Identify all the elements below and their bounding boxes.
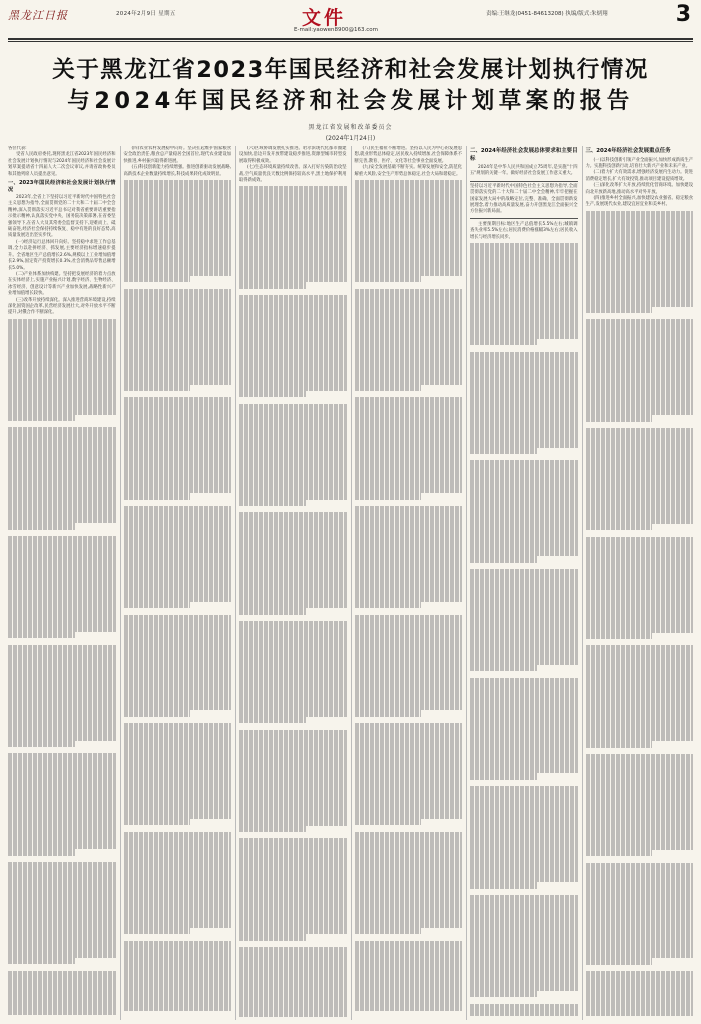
article-body [6,146,695,1020]
text-line [470,556,537,562]
text-line [355,276,422,282]
text-line [124,1004,232,1010]
text-line [124,928,191,934]
continued-text [8,319,116,1016]
text-line [124,276,191,282]
text-line [355,819,422,825]
text-line [239,282,306,288]
headline-line-1: 关于黑龙江省2023年国民经济和社会发展计划执行情况 [52,57,649,83]
text-line [355,928,422,934]
byline: 黑龙江省发展和改革委员会 [308,124,393,131]
text-line [470,448,537,454]
text-line [355,710,422,716]
paragraph: 2023年,全省上下坚持以习近平新时代中国特色社会主义思想为指导,全面贯彻党的二十大和二十届二中全会精神,深入贯彻落实习近平总书记对我省重要讲话重要指示批示精神,认真落实党中央、国务院决策部署,在省委坚强领导下,在省人大及其常委会监督支持下,迎难而上、砥砺奋进,经济社会保持持续恢复、稳中有进的良好态势,高质量发展迈出坚实步伐。 [8,195,116,239]
salutation: 各位代表: [8,146,27,151]
column-3 [235,146,347,1020]
text-line [8,958,75,964]
column-1 [8,146,116,1020]
column-2 [120,146,232,1020]
text-line [239,1011,347,1017]
headline [10,55,691,117]
paragraph: 主要预期目标:地区生产总值增长5.5%左右;城镇调查失业率5.5%左右;居民消费价格涨幅3%左右;居民收入增长与经济增长同步。 [470,221,578,240]
column-5 [466,146,578,1020]
continued-text [470,243,578,1016]
text-line [8,632,75,638]
column-6 [582,146,694,1020]
text-line [586,307,653,313]
continued-text [124,180,232,1011]
paragraph: (一)以科技创新引领产业全面振兴,加快形成新质生产力。实施科技创新行动,培育壮大新兴产业和未来产业。 [585,157,693,169]
text-line [124,819,191,825]
paper-name: 黑龙江日报 [8,9,68,22]
text-line [239,500,306,506]
text-line [8,415,75,421]
paragraph: (六)区域协调发展扎实推进。哈尔滨现代化都市圈建设加快,沿边开发开放带建设稳步推进,资源型城市转型发展取得积极成效。 [239,146,347,164]
report-date: (2024年1月24日) [325,135,376,142]
text-line [239,391,306,397]
text-line [470,339,537,345]
text-line [586,741,653,747]
text-line [239,608,306,614]
issue-date: 2024年2月9日 星期五 [116,11,176,17]
editors-line: 责编:王继龙(0451-84613208) 执编/版式:朱炳翔 [486,11,608,17]
text-line [239,934,306,940]
text-line [239,826,306,832]
text-line [586,415,653,421]
masthead-rule [8,38,693,40]
text-line [124,385,191,391]
text-line [355,493,422,499]
section-heading-1: 一、2023年国民经济和社会发展计划执行情况 [8,180,116,194]
text-line [586,524,653,530]
text-line [586,1010,694,1016]
section-heading-2: 二、2024年经济社会发展总体要求和主要目标 [470,148,578,162]
paragraph: (一)经济运行总体回升向好。坚持稳中求进工作总基调,全力以赴拼经济、抓发展,主要经济指标增速稳步提升。全省地区生产总值增长2.6%,规模以上工业增加值增长2.9%,固定资产投资增长0.3%,社会消费品零售总额增长5.0%。 [8,239,116,271]
masthead [8,2,693,39]
text-line [586,958,653,964]
text-line [124,710,191,716]
text-line [470,991,537,997]
text-line [8,741,75,747]
section-heading-3: 三、2024年经济社会发展重点任务 [585,148,671,154]
text-line [355,602,422,608]
text-line [470,773,537,779]
text-line [8,1009,116,1015]
text-line [8,523,75,529]
paragraph: (九)安全发展基础不断夯实。统筹发展和安全,防范化解重大风险,安全生产形势总体稳定,社会大局和谐稳定。 [354,165,462,177]
headline-line-2: 与2024年国民经济和社会发展计划草案的报告 [67,88,634,114]
text-line [470,882,537,888]
text-line [8,849,75,855]
paragraph: (二)着力扩大有效需求,增强经济发展内生动力。促进消费稳定增长,扩大有效投资,推动项目建设提质增效。 [585,170,693,182]
text-line [355,1004,463,1010]
text-line [470,1010,578,1016]
paragraph: (四)推进乡村全面振兴,加快建设农业强省。稳定粮食生产,发展现代农业,建设宜居宜业和美乡村。 [585,195,693,208]
guiding-principle-box: 坚持以习近平新时代中国特色社会主义思想为指导,全面贯彻落实党的二十大和二十届二中全会精神,牢牢把握在国家发展大局中的战略定位,完整、准确、全面贯彻新发展理念,着力推动高质量发展,奋力开创黑龙江全面振兴全方位振兴新局面。 [470,181,578,219]
text-line [124,493,191,499]
column-4 [351,146,463,1020]
paragraph: (八)民生福祉不断增进。坚持以人民为中心的发展思想,就业形势总体稳定,居民收入持续增加,社会保障体系不断完善,教育、医疗、文化等社会事业全面发展。 [354,146,462,164]
paragraph: (三)改革开放持续深化。深入推进营商环境建设,持续深化国资国企改革,民营经济发展壮大,对外开放水平不断提升,对俄合作不断深化。 [8,297,116,316]
continued-text [586,211,694,1016]
paragraph: (七)生态环境质量持续改善。深入打好污染防治攻坚战,空气质量优良天数比例保持较高水平,黑土地保护利用取得新成效。 [239,165,347,184]
paragraph: (四)农业农村发展稳中向好。坚决扛起维护国家粮食安全政治责任,粮食总产量稳居全国首位,现代农业建设加快推进,乡村振兴取得新进展。 [123,146,231,164]
paragraph: (五)科技创新能力持续增强。推进创新驱动发展战略,高新技术企业数量持续增长,科技成果转化成效明显。 [123,165,231,177]
section-email: E-mail:yaowen8900@163.com [294,27,378,33]
paragraph: 2024年是中华人民共和国成立75周年,是实施"十四五"规划的关键一年。做好经济社会发展工作意义重大。 [470,165,578,177]
text-line [239,717,306,723]
text-line [355,385,422,391]
text-line [586,633,653,639]
page-number: 3 [675,2,691,27]
text-line [470,665,537,671]
continued-text [239,186,347,1017]
text-line [124,602,191,608]
text-line [586,850,653,856]
section-name: 文件 [302,7,347,29]
masthead-rule-thin [8,41,693,42]
intro-paragraph: 受省人民政府委托,现将黑龙江省2023年国民经济和社会发展计划执行情况与2024年国民经济和社会发展计划草案提请省十四届人大二次会议审议,并请省政协委员和其他列席人员提出意见。 [8,152,116,177]
continued-text [355,180,463,1011]
paragraph: (三)深化改革扩大开放,持续优化营商环境。加快建设向北开放新高地,推动高水平对外开放。 [585,183,693,195]
paragraph: (二)产业体系加快构建。坚持把发展经济的着力点放在实体经济上,实施产业振兴计划,数字经济、生物经济、冰雪经济、创意设计等新兴产业加快发展,战略性新兴产业增加值增长较快。 [8,271,116,297]
